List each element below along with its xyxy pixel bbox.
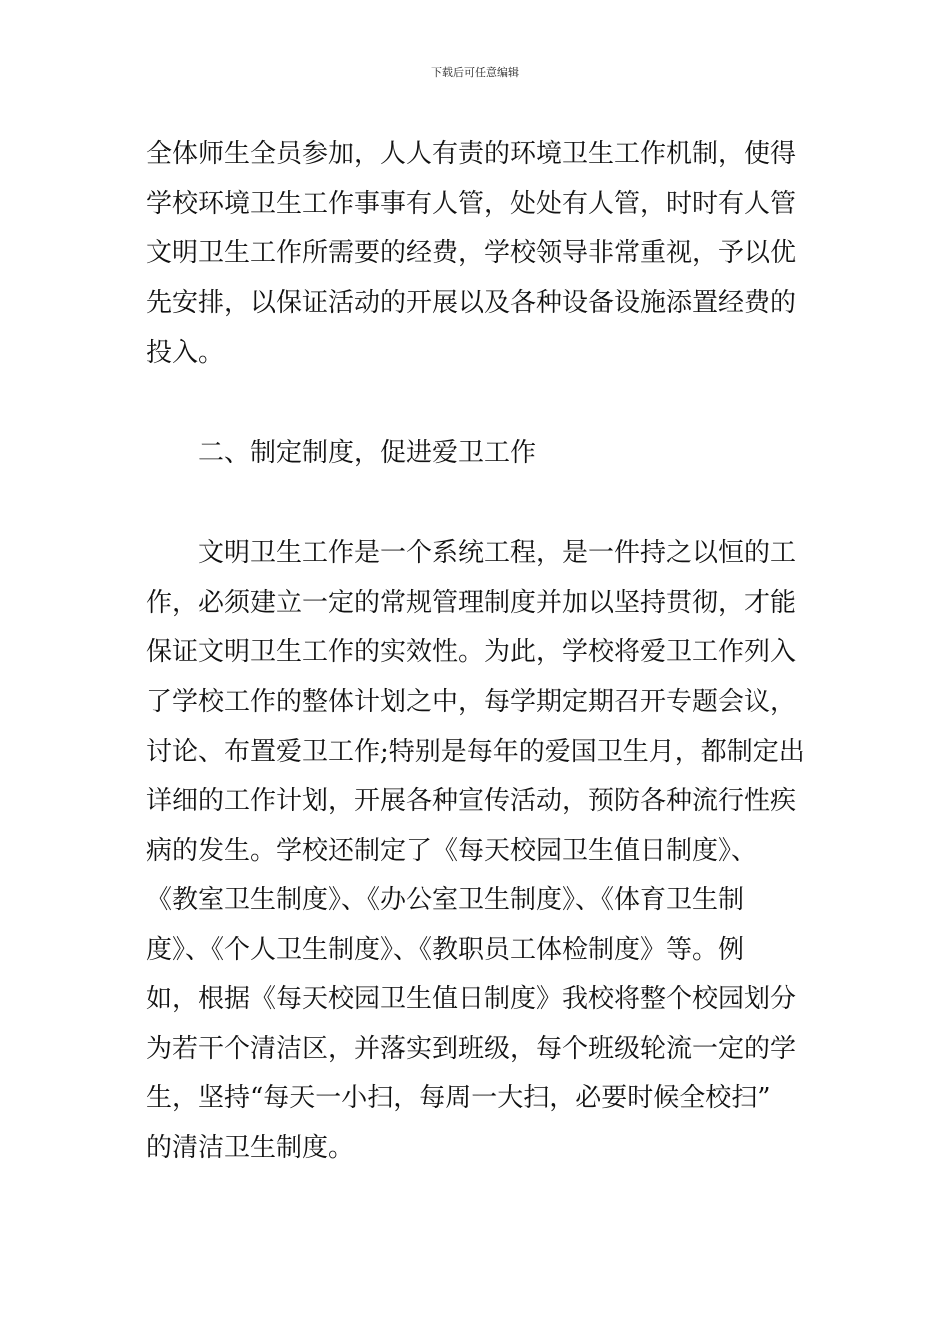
body-line: 讨论、布置爱卫工作;特别是每年的爱国卫生月，都制定出 bbox=[146, 737, 805, 767]
page-header: 下载后可任意编辑 bbox=[431, 66, 519, 79]
body-line: 如，根据《每天校园卫生值日制度》我校将整个校园划分 bbox=[146, 984, 797, 1014]
body-line: 度》、《个人卫生制度》、《教职员工体检制度》等。例 bbox=[146, 935, 745, 965]
body-line: 投入。 bbox=[146, 338, 225, 368]
body-line: 了学校工作的整体计划之中，每学期定期召开专题会议， bbox=[146, 687, 797, 717]
body-line: 详细的工作计划，开展各种宣传活动，预防各种流行性疾 bbox=[146, 786, 797, 816]
body-line: 病的发生。学校还制定了《每天校园卫生值日制度》、 bbox=[146, 836, 758, 866]
body-line: 先安排，以保证活动的开展以及各种设备设施添置经费的 bbox=[146, 288, 797, 318]
body-line: 文明卫生工作所需要的经费，学校领导非常重视，予以优 bbox=[146, 238, 797, 268]
body-line: 全体师生全员参加，人人有责的环境卫生工作机制，使得 bbox=[146, 139, 797, 169]
section-heading: 二、制定制度，促进爱卫工作 bbox=[198, 438, 537, 468]
body-line: 《教室卫生制度》、《办公室卫生制度》、《体育卫生制 bbox=[146, 885, 745, 915]
body-line: 的清洁卫生制度。 bbox=[146, 1133, 355, 1163]
body-line: 学校环境卫生工作事事有人管，处处有人管，时时有人管 bbox=[146, 189, 797, 219]
body-line: 生，坚持“每天一小扫，每周一大扫，必要时候全校扫” bbox=[146, 1083, 771, 1113]
body-line: 保证文明卫生工作的实效性。为此，学校将爱卫工作列入 bbox=[146, 637, 797, 667]
body-line: 为若干个清洁区，并落实到班级，每个班级轮流一定的学 bbox=[146, 1034, 797, 1064]
body-line: 作，必须建立一定的常规管理制度并加以坚持贯彻，才能 bbox=[146, 588, 797, 618]
body-line: 文明卫生工作是一个系统工程，是一件持之以恒的工 bbox=[198, 538, 797, 568]
